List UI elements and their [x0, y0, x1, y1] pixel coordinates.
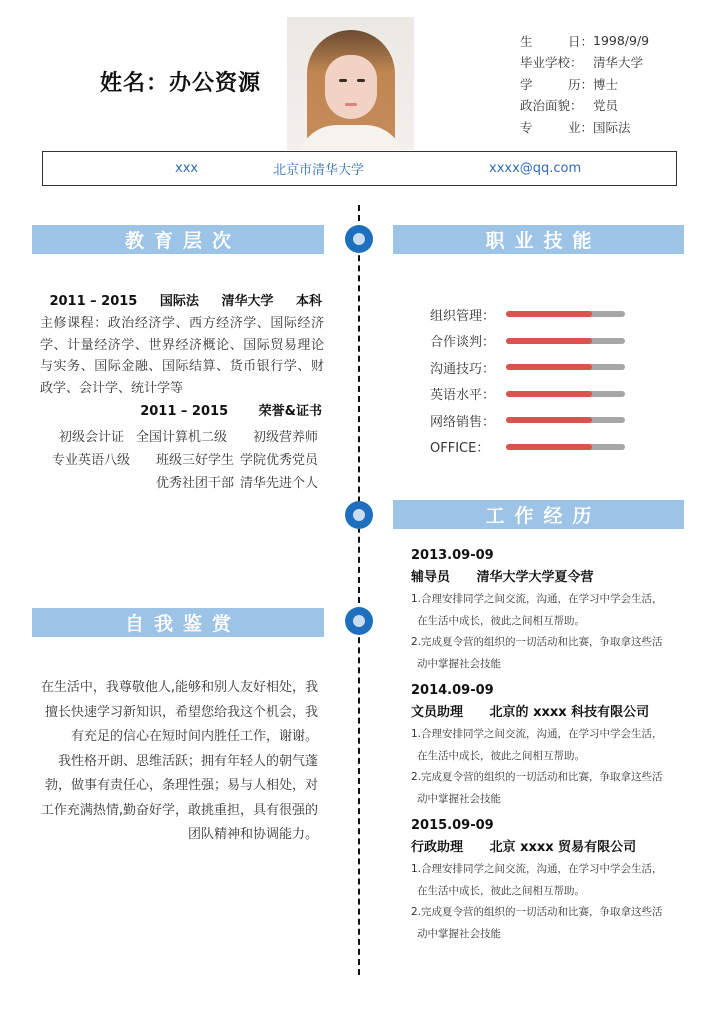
- skill-label: 沟通技巧：: [430, 361, 496, 377]
- honor-item: 班级三好学生: [155, 453, 234, 468]
- skill-row: [430, 381, 625, 408]
- skill-bar: [506, 311, 625, 317]
- info-value: 1998/9/9: [593, 33, 650, 49]
- info-row-major: [520, 116, 649, 138]
- job-entry: 2015.09-09 行政助理 北京 xxxx 贸易有限公司 1.合理安排同学之间交流，沟通，在学习中学会生活， 在生活中成长，彼此之间相互帮助。 2.完成夏令营的组织的一切活动和比赛，争取拿这些活 动中掌握社会技能: [411, 815, 701, 945]
- honors-header: [140, 400, 322, 419]
- skill-bar: [506, 364, 625, 370]
- timeline-divider: [358, 205, 360, 975]
- work-list: [411, 545, 701, 950]
- skill-label: 组织管理：: [430, 308, 496, 324]
- info-row-political: [520, 95, 649, 117]
- skill-row: [430, 407, 625, 434]
- education-header: [49, 290, 322, 309]
- info-row-birthday: [520, 30, 649, 52]
- job-company: 北京的 xxxx 科技有限公司: [489, 705, 650, 720]
- education-courses: 主修课程：政治经济学、西方经济学、国际经济学、计量经济学、世界经济概论、国际贸易理论与实务、国际金融、国际结算、货币银行学、财政学、会计学、统计学等: [40, 316, 324, 396]
- skill-row: [430, 328, 625, 355]
- skill-bar: [506, 444, 625, 450]
- timeline-dot-icon: [345, 501, 373, 529]
- job-title: [411, 702, 701, 724]
- info-row-education: [520, 73, 649, 95]
- personal-info: [520, 30, 649, 138]
- education-school: 清华大学: [221, 294, 274, 309]
- honors-title: 荣誉&证书: [258, 404, 322, 419]
- job-position: 辅导员: [411, 570, 451, 585]
- info-label: 学 历：: [520, 76, 593, 92]
- skill-row: [430, 301, 625, 328]
- job-company: 清华大学大学夏令营: [476, 570, 594, 585]
- skill-label: 合作谈判：: [430, 335, 496, 351]
- honors-row: [40, 447, 318, 470]
- job-date: 2014.09-09: [411, 683, 494, 698]
- honor-item: 优秀社团干部: [155, 476, 234, 491]
- info-row-school: [520, 52, 649, 74]
- resume-name-title: 姓名：办公资源: [100, 71, 262, 96]
- skills-list: [430, 301, 625, 460]
- timeline-dot-icon: [345, 225, 373, 253]
- honors-list: [40, 424, 318, 493]
- info-label: 生 日：: [520, 33, 593, 49]
- info-value: 国际法: [593, 119, 631, 135]
- profile-photo: [287, 17, 414, 150]
- education-degree: 本科: [295, 294, 322, 309]
- honors-row: [40, 424, 318, 447]
- job-position: 文员助理: [411, 705, 464, 720]
- info-value: 博士: [593, 76, 619, 92]
- skill-label: OFFICE：: [430, 441, 490, 457]
- honors-period: 2011 – 2015: [140, 404, 229, 419]
- skill-label: 英语水平：: [430, 388, 496, 404]
- info-value: 党员: [593, 98, 619, 114]
- skill-row: [430, 354, 625, 381]
- section-title-skills: 职业技能: [393, 225, 684, 254]
- job-entry: 2014.09-09 文员助理 北京的 xxxx 科技有限公司 1.合理安排同学之间交流，沟通，在学习中学会生活， 在生活中成长，彼此之间相互帮助。 2.完成夏令营的组织的一切活动和比赛，争取拿这些活 动中掌握社会技能: [411, 680, 701, 810]
- section-title-work: 工作经历: [393, 500, 684, 529]
- info-label: 毕业学校：: [520, 55, 583, 71]
- contact-phone: xxx: [175, 161, 199, 176]
- education-period: 2011 – 2015: [49, 294, 138, 309]
- info-value: 清华大学: [593, 55, 644, 71]
- info-label: 政治面貌：: [520, 98, 583, 114]
- job-entry: 2013.09-09 辅导员 清华大学大学夏令营 1.合理安排同学之间交流，沟通，在学习中学会生活， 在生活中成长，彼此之间相互帮助。 2.完成夏令营的组织的一切活动和比赛，争取拿这些活 动中掌握社会技能: [411, 545, 701, 675]
- honors-row: [40, 470, 318, 493]
- honor-item: 专业英语八级: [51, 453, 130, 468]
- contact-bar: [42, 151, 677, 186]
- honor-item: 学院优秀党员: [239, 453, 318, 468]
- skill-bar: [506, 417, 625, 423]
- skill-row: [430, 434, 625, 461]
- job-date: 2015.09-09: [411, 818, 494, 833]
- job-title: [411, 837, 701, 859]
- job-date: 2013.09-09: [411, 548, 494, 563]
- honor-item: 初级会计证: [58, 430, 124, 445]
- honor-item: 清华先进个人: [239, 476, 318, 491]
- skill-bar: [506, 338, 625, 344]
- job-title: [411, 567, 701, 589]
- section-title-education: 教育层次: [32, 225, 324, 254]
- self-evaluation-text: 在生活中，我尊敬他人,能够和别人友好相处，我 擅长快速学习新知识，希望您给我这个机会，我 有充足的信心在短时间内胜任工作，谢谢。 我性格开朗、思维活跃；拥有年轻人的朝气蓬 勃，做事有责任心，条理性强；易与人相处，对 工作充满热情,勤奋好学，敢挑重担，具有很强的 团队精神和协调能力。: [40, 680, 318, 842]
- timeline-dot-icon: [345, 607, 373, 635]
- education-major: 国际法: [159, 294, 199, 309]
- honor-item: 初级营养师: [252, 430, 318, 445]
- job-company: 北京 xxxx 贸易有限公司: [489, 840, 637, 855]
- section-title-self-evaluation: 自我鉴赏: [32, 608, 324, 637]
- contact-address: 北京市清华大学: [273, 163, 365, 178]
- contact-email[interactable]: xxxx@qq.com: [489, 161, 582, 176]
- job-position: 行政助理: [411, 840, 464, 855]
- skill-label: 网络销售：: [430, 414, 496, 430]
- honor-item: 全国计算机二级: [135, 430, 227, 445]
- info-label: 专 业：: [520, 119, 593, 135]
- skill-bar: [506, 391, 625, 397]
